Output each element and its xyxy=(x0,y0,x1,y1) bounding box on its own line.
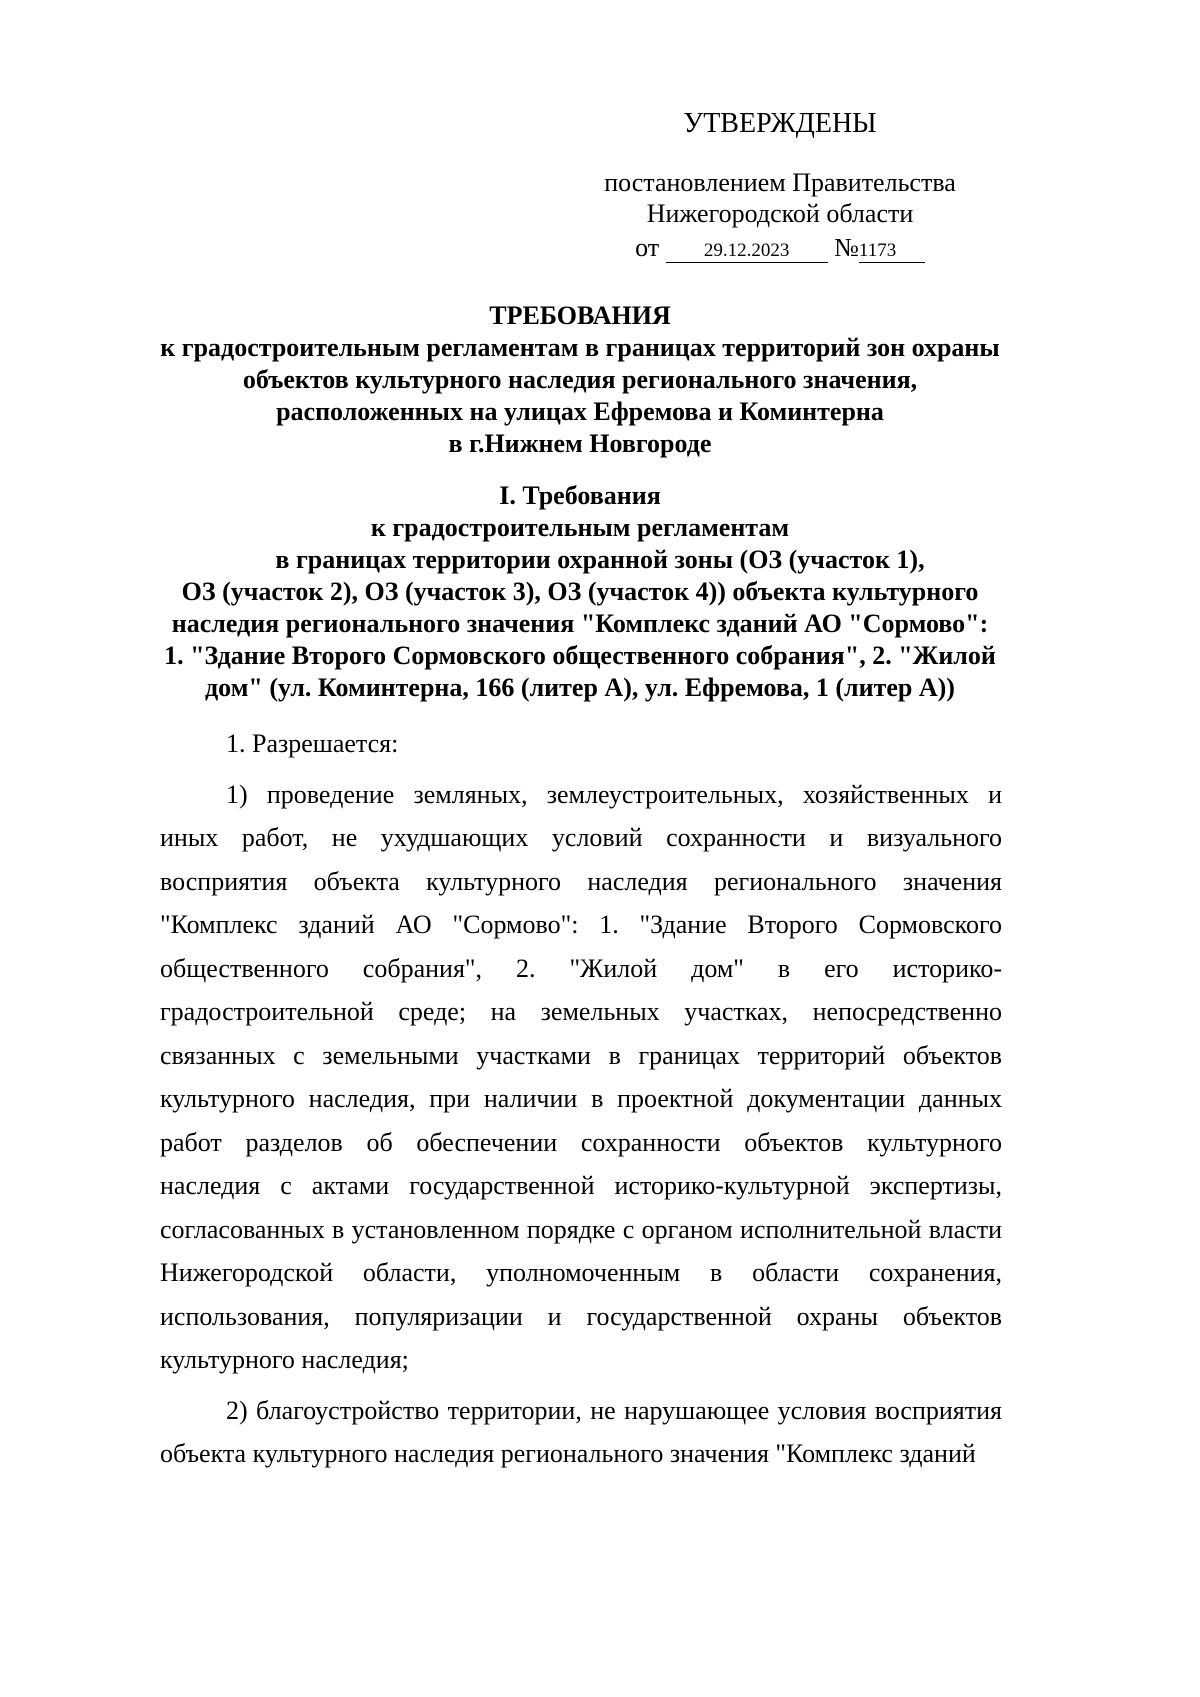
from-label: от xyxy=(635,233,660,262)
section-heading xyxy=(160,480,1000,704)
title-line: расположенных на улицах Ефремова и Коминтерна xyxy=(276,397,884,426)
section-line: наследия регионального значения "Комплекс зданий АО "Сормово": xyxy=(171,609,989,638)
section-line: 1. "Здание Второго Сормовского общественного собрания", 2. "Жилой xyxy=(164,641,996,670)
approval-number: 1173 xyxy=(859,240,925,263)
section-line: I. Требования xyxy=(499,481,661,510)
title-line: объектов культурного наследия регионального значения, xyxy=(242,365,918,394)
title-line: к градостроительным регламентам в границах территорий зон охраны xyxy=(160,333,1000,362)
number-label: № xyxy=(834,233,859,262)
approved-label: УТВЕРЖДЕНЫ xyxy=(683,108,877,139)
section-line: к градостроительным регламентам xyxy=(370,513,790,542)
section-line: ОЗ (участок 2), ОЗ (участок 3), ОЗ (участок 4)) объекта культурного xyxy=(181,577,979,606)
paragraph-permitted: 1. Разрешается: xyxy=(226,729,399,758)
approval-stamp xyxy=(560,108,1000,263)
document-title xyxy=(160,300,1000,460)
document-body xyxy=(160,722,1002,1476)
approval-line-2: Нижегородской области xyxy=(646,199,914,228)
approval-date: 29.12.2023 xyxy=(666,240,828,263)
section-line: в границах территории охранной зоны (ОЗ (участок 1), xyxy=(275,545,925,574)
paragraph-item-1: 1) проведение земляных, землеустроительных, хозяйственных и иных работ, не ухудшающих условий сохранности и визуального восприятия объекта культурного наследия регионального значения "Комплекс зданий АО "Сормово": 1. "Здание Второго Сормовского общественного собрания", 2. "Жилой дом" в его историко-градостроительной среде; на земельных участках, непосредственно связанных с земельными участками в границах территорий объектов культурного наследия, при наличии в проектной документации данных работ разделов об обеспечении сохранности объектов культурного наследия с актами государственной историко-культурной экспертизы, согласованных в установленном порядке с органом исполнительной власти Нижегородской области, уполномоченным в области сохранения, использования, популяризации и государственной охраны объектов культурного наследия; xyxy=(160,779,1002,1374)
title-heading: ТРЕБОВАНИЯ xyxy=(489,301,671,330)
approval-line-1: постановлением Правительства xyxy=(604,168,956,197)
paragraph-item-2: 2) благоустройство территории, не нарушающее условия восприятия объекта культурного наследия регионального значения "Комплекс зданий xyxy=(160,1395,1002,1468)
approval-date-row xyxy=(560,232,1000,263)
title-line: в г.Нижнем Новгороде xyxy=(448,429,712,458)
section-line: дом" (ул. Коминтерна, 166 (литер А), ул. Ефремова, 1 (литер А)) xyxy=(205,673,955,702)
